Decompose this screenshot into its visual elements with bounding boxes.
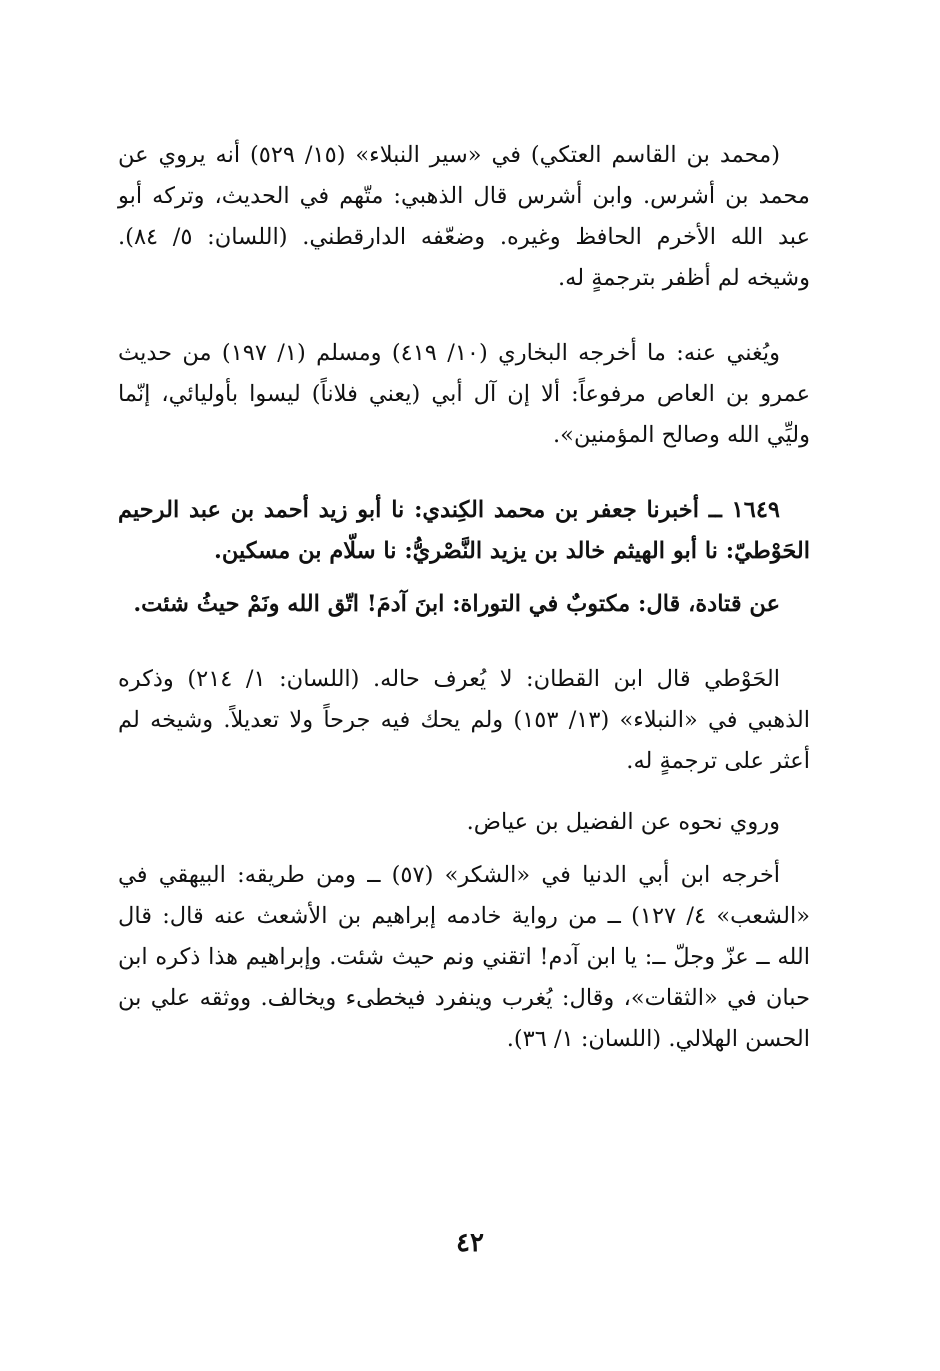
hadith-text: عن قتادة، قال: مكتوبٌ في التوراة: ابنَ آدمَ! اتّق الله ونَمْ حيثُ شئت. <box>133 591 780 617</box>
commentary-paragraph-2: وروي نحوه عن الفضيل بن عياض. <box>466 809 780 835</box>
hadith-chain-1649: ١٦٤٩ ــ أخبرنا جعفر بن محمد الكِندي: نا أبو زيد أحمد بن عبد الرحيم الحَوْطيّ: نا أبو الهيثم خالد بن يزيد النَّصْريُّ: نا سلّام بن مسكين. <box>118 497 810 564</box>
footnote-paragraph-1: (محمد بن القاسم العتكي) في «سير النبلاء» (١٥/ ٥٢٩) أنه يروي عن محمد بن أشرس. وابن أشرس قال الذهبي: متّهم في الحديث، وتركه أبو عبد الله الأخرم الحافظ وغيره. وضعّفه الدارقطني. (اللسان: ٥/ ٨٤). وشيخه لم أظفر بترجمةٍ له. <box>118 142 810 291</box>
page-body <box>118 135 810 1060</box>
commentary-paragraph-1: الحَوْطي قال ابن القطان: لا يُعرف حاله. (اللسان: ١/ ٢١٤) وذكره الذهبي في «النبلاء» (١٣/ ١٥٣) ولم يحك فيه جرحاً ولا تعديلاً. وشيخه لم أعثر على ترجمةٍ له. <box>118 666 811 774</box>
page-number: ٤٢ <box>456 1228 484 1258</box>
footnote-paragraph-2: ويُغني عنه: ما أخرجه البخاري (١٠/ ٤١٩) ومسلم (١/ ١٩٧) من حديث عمرو بن العاص مرفوعاً: ألا إن آل أبي (يعني فلاناً) ليسوا بأوليائي، إنّما وليِّي الله وصالح المؤمنين». <box>118 340 810 448</box>
commentary-paragraph-3: أخرجه ابن أبي الدنيا في «الشكر» (٥٧) ــ ومن طريقه: البيهقي في «الشعب» ٤/ ١٢٧) ــ من رواية خادمه إبراهيم بن الأشعث عنه قال: قال الله ــ عزّ وجلّ ــ: يا ابن آدم! اتقني ونم حيث شئت. وإبراهيم هذا ذكره ابن حبان في «الثقات»، وقال: يُغرب وينفرد فيخطىء ويخالف. ووثقه علي بن الحسن الهلالي. (اللسان: ١/ ٣٦). <box>118 862 811 1052</box>
